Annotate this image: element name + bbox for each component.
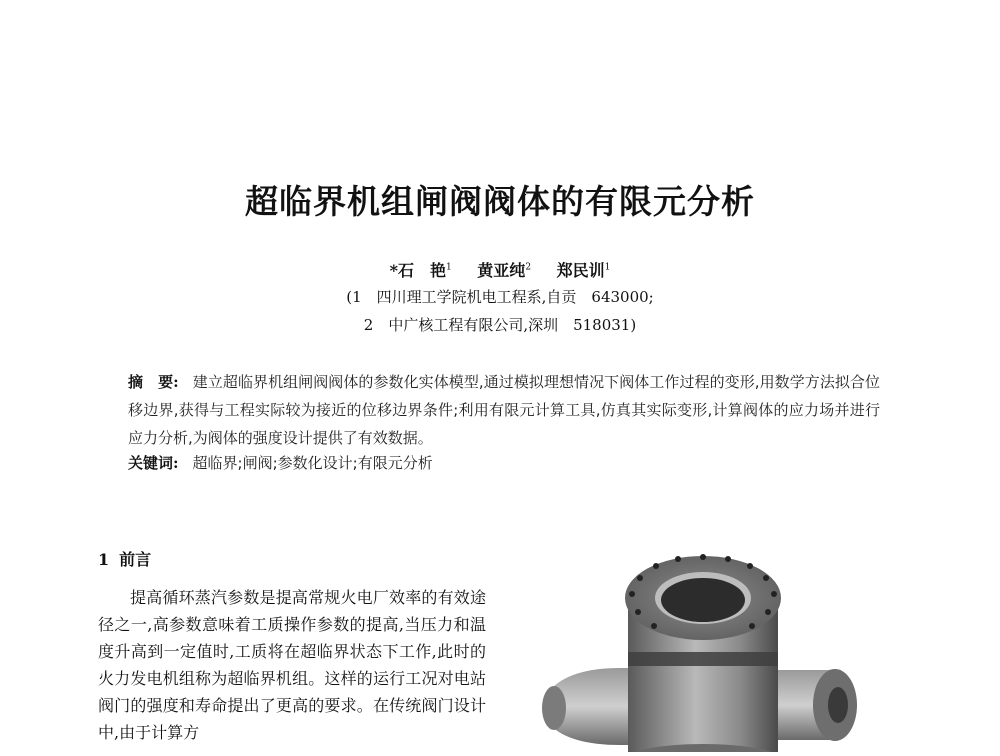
left-pipe-end [542,686,566,730]
keywords [128,452,880,474]
abstract [128,368,880,452]
abstract-label: 摘 要: [128,373,179,391]
author-2: 黄亚纯$^2$ [477,261,532,280]
section-heading [98,547,151,570]
valve-body-render [540,540,870,752]
author-list [0,258,1000,281]
abstract-text: 建立超临界机组闸阀阀体的参数化实体模型,通过模拟理想情况下阀体工作过程的变形,用数学方法拟合位移边界,获得与工程实际较为接近的位移边界条件;利用有限元计算工具,仿真其实际变形,计算阀体的应力场并进行应力分析,为阀体的强度设计提供了有效数据。 [128,373,880,447]
valve-body-figure [540,540,870,752]
paper-title: 超临界机组闸阀阀体的有限元分析 [245,182,755,221]
body-paragraph: 提高循环蒸汽参数是提高常规火电厂效率的有效途径之一,高参数意味着工质操作参数的提高,当压力和温度升高到一定值时,工质将在超临界状态下工作,此时的火力发电机组称为超临界机组。这样的运行工况对电站阀门的强度和寿命提出了更高的要求。在传统阀门设计中,由于计算方 [98,588,486,742]
author-1: *石 艳$^1$ [389,261,452,280]
right-pipe-bore [828,687,848,723]
author-3: 郑民训$^1$ [556,261,611,280]
section-number: 1 [98,550,110,569]
keywords-text: 超临界;闸阀;参数化设计;有限元分析 [192,454,433,472]
affiliation-1: (1 四川理工学院机电工程系,自贡 643000; [346,288,654,306]
top-bore [661,578,745,622]
body-band [628,652,778,666]
section-title: 前言 [119,550,152,569]
affiliation-2: 2 中广核工程有限公司,深圳 518031) [363,316,637,334]
keywords-label: 关键词: [128,454,179,472]
